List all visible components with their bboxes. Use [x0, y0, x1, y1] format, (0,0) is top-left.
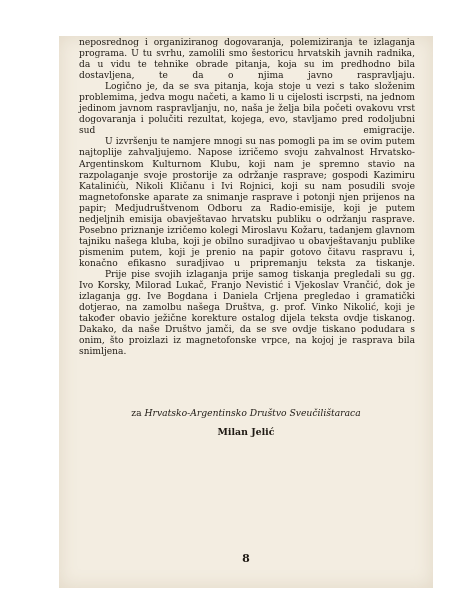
paragraph-1: neposrednog i organiziranog dogovaranja, polemiziranja te izlaganja programa. U tu svrhu, zamolili smo šestoricu hrvatskih javnih radnika, da u vidu te tehnike obrade pitanja, koja su im predhodno bila dostavljena, te da o njima javno raspravljaju. [79, 38, 415, 82]
signature-organization: Hrvatsko-Argentinsko Društvo Sveučilištaraca [144, 408, 361, 419]
body-text [79, 38, 415, 358]
signature-name: Milan Jelić [217, 427, 275, 438]
paragraph-4: Prije pise svojih izlaganja prije samog tiskanja pregledali su gg. Ivo Korsky, Milorad Lukač, Franjo Nevistić i Vjekoslav Vrančić, dok je izlaganja gg. Ive Bogdana i Daniela Crljena pregledao i gramatički dotjerao, na zamolbu našega Društva, g. prof. Vinko Nikolić, koji je također obavio ježične korekture ostalog dijela teksta ovdje tiskanog. Dakako, da naše Društvo jamči, da se sve ovdje tiskano podudara s onim, što proizlazi iz magnetofonske vrpce, na kojoj je rasprava bila snimljena. [79, 269, 415, 358]
signature-prefix: za [131, 408, 142, 419]
signature-organization-line [59, 408, 433, 419]
page-number: 8 [242, 552, 250, 565]
paragraph-3: U izvršenju te namjere mnogi su nas pomogli pa im se ovim putem najtoplije zahvaljujemo. Napose izričemo svoju zahvalnost Hrvatsko-Argentinskom Kulturnom Klubu, koji nam je spremno stavio na razpolaganje svoje prostorije za održanje rasprave; gospodi Kazimiru Katalinićù, Nikoli Kličanu i Ivi Rojnici, koji su nam posudili svoje magnetofonske aparate za snimanje rasprave i potonji njen prijenos na papir; Medjudruštvenom Odboru za Radio-emisije, koji je putem nedjeljnih emisija obavještavao hrvatsku publiku o održanju rasprave. Posebno priznanje izričemo kolegi Miroslavu Kožaru, tadanjem glavnom tajniku našega kluba, koji je obilno suradjivao u obavještavanju publike pismenim putem, koji je prenio na papir gotovo čitavu raspravu i, konačno efikasno suradjivao u pripremanju teksta za tiskanje. [79, 137, 415, 269]
document-page [59, 36, 433, 588]
paragraph-2: Logično je, da se sva pitanja, koja stoje u vezi s tako složenim problemima, jedva mogu načeti, a kamo li u cijelosti iscrpsti, na jednom jedinom javnom raspravljanju, no, naša je želja bila početi ovakovu vrst dogovaranja i polučiti rezultat, kojega, evo, stavljamo pred rodoljubni sud emigracije. [79, 82, 415, 137]
signature-block [59, 408, 433, 438]
